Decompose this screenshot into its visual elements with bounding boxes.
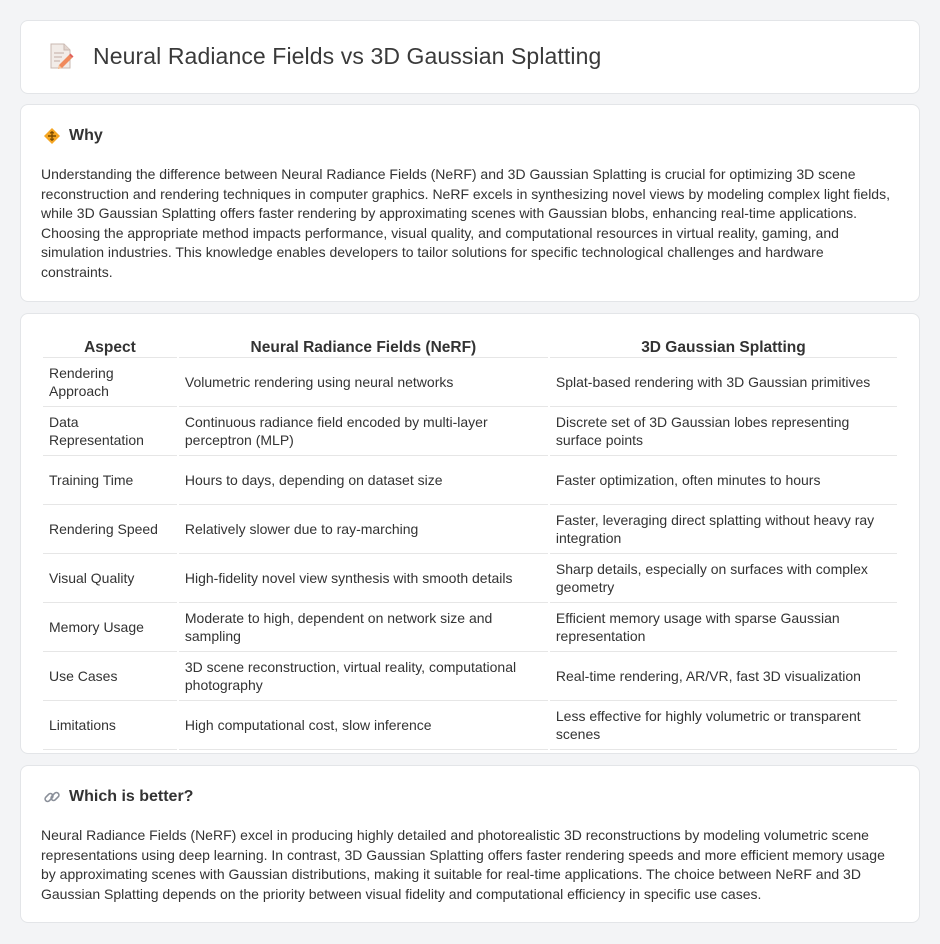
table-row xyxy=(43,456,897,505)
aspect-cell: Rendering Speed xyxy=(43,505,177,554)
title-row xyxy=(47,41,601,71)
nerf-cell: High computational cost, slow inference xyxy=(179,701,548,750)
header-aspect: Aspect xyxy=(43,334,177,358)
nerf-cell: 3D scene reconstruction, virtual reality, computational photography xyxy=(179,652,548,701)
which-better-card xyxy=(20,765,920,923)
nerf-cell: Relatively slower due to ray-marching xyxy=(179,505,548,554)
aspect-cell: Rendering Approach xyxy=(43,358,177,407)
nerf-cell: Volumetric rendering using neural networks xyxy=(179,358,548,407)
comparison-card xyxy=(20,313,920,754)
gaussian-cell: Discrete set of 3D Gaussian lobes representing surface points xyxy=(550,407,897,456)
table-row xyxy=(43,505,897,554)
why-card xyxy=(20,104,920,302)
gaussian-cell: Efficient memory usage with sparse Gaussian representation xyxy=(550,603,897,652)
gaussian-cell: Sharp details, especially on surfaces with complex geometry xyxy=(550,554,897,603)
aspect-cell: Visual Quality xyxy=(43,554,177,603)
nerf-cell: Moderate to high, dependent on network size and sampling xyxy=(179,603,548,652)
why-title: Why xyxy=(69,127,103,144)
table-row xyxy=(43,652,897,701)
link-icon xyxy=(43,788,61,806)
why-heading xyxy=(43,127,103,145)
document-pencil-icon xyxy=(47,41,75,71)
header-card xyxy=(20,20,920,94)
table-row xyxy=(43,554,897,603)
table-header-row xyxy=(43,334,897,358)
aspect-cell: Memory Usage xyxy=(43,603,177,652)
gaussian-cell: Real-time rendering, AR/VR, fast 3D visualization xyxy=(550,652,897,701)
why-body: Understanding the difference between Neural Radiance Fields (NeRF) and 3D Gaussian Splatting is crucial for optimizing 3D scene reconstruction and rendering techniques in computer graphics. NeRF excels in synthesizing novel views by modeling complex light fields, while 3D Gaussian Splatting offers faster rendering by approximating scenes with Gaussian blobs, enhancing real-time applications. Choosing the appropriate method impacts performance, visual quality, and computational resources in virtual reality, gaming, and simulation industries. This knowledge enables developers to tailor solutions for specific technological challenges and hardware constraints. xyxy=(41,166,890,280)
better-heading xyxy=(43,788,193,806)
gaussian-cell: Less effective for highly volumetric or transparent scenes xyxy=(550,701,897,750)
better-title: Which is better? xyxy=(69,788,194,805)
aspect-cell: Use Cases xyxy=(43,652,177,701)
gaussian-cell: Faster optimization, often minutes to hours xyxy=(550,456,897,505)
page-title: Neural Radiance Fields vs 3D Gaussian Splatting xyxy=(93,42,602,69)
aspect-cell: Limitations xyxy=(43,701,177,750)
table-row xyxy=(43,407,897,456)
header-gaussian: 3D Gaussian Splatting xyxy=(550,334,897,358)
gaussian-cell: Splat-based rendering with 3D Gaussian primitives xyxy=(550,358,897,407)
diamond-arrows-icon xyxy=(43,127,61,145)
nerf-cell: High-fidelity novel view synthesis with smooth details xyxy=(179,554,548,603)
nerf-cell: Hours to days, depending on dataset size xyxy=(179,456,548,505)
better-body: Neural Radiance Fields (NeRF) excel in producing highly detailed and photorealistic 3D reconstructions by modeling volumetric scene representations using deep learning. In contrast, 3D Gaussian Splatting offers faster rendering speeds and more efficient memory usage by approximating scenes with Gaussian distributions, making it suitable for real-time applications. The choice between NeRF and 3D Gaussian Splatting depends on the priority between visual fidelity and computational efficiency in specific use cases. xyxy=(41,827,885,902)
table-row xyxy=(43,358,897,407)
header-nerf: Neural Radiance Fields (NeRF) xyxy=(179,334,548,358)
aspect-cell: Training Time xyxy=(43,456,177,505)
aspect-cell: Data Representation xyxy=(43,407,177,456)
comparison-table xyxy=(41,334,899,750)
gaussian-cell: Faster, leveraging direct splatting without heavy ray integration xyxy=(550,505,897,554)
nerf-cell: Continuous radiance field encoded by multi-layer perceptron (MLP) xyxy=(179,407,548,456)
table-row xyxy=(43,701,897,750)
table-row xyxy=(43,603,897,652)
